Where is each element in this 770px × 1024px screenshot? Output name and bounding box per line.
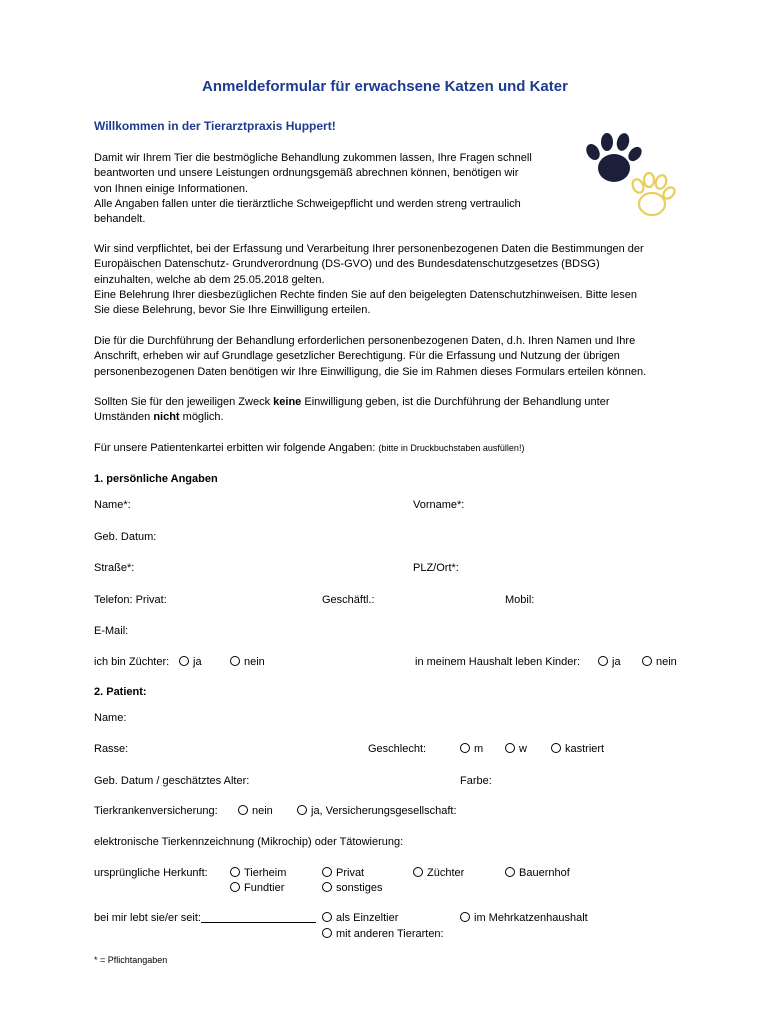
radio-circle-icon [230, 867, 240, 877]
radio-circle-icon [322, 882, 332, 892]
patient-name-label[interactable]: Name: [94, 712, 127, 724]
radio-circle-icon [322, 912, 332, 922]
microchip-label[interactable]: elektronische Tierkennzeichnung (Mikrochip) oder Tätowierung: [94, 836, 404, 848]
color-label[interactable]: Farbe: [460, 775, 492, 787]
radio-circle-icon [322, 928, 332, 938]
origin-found-radio[interactable]: Fundtier [230, 882, 284, 894]
radio-circle-icon [598, 656, 608, 666]
radio-circle-icon [460, 743, 470, 753]
origin-farm-radio[interactable]: Bauernhof [505, 867, 570, 879]
intro-paragraph: Damit wir Ihrem Tier die bestmögliche Behandlung zukommen lassen, Ihre Fragen schnell beantworten und unsere Leistungen ordnungsgemäß abrechnen können, benötigen wir von Ihnen einige Informationen. Alle Angaben fallen unter die tierärztliche Schweigepflicht und werden streng vertraulich behandelt. [94, 152, 532, 226]
privacy-paragraph: Wir sind verpflichtet, bei der Erfassung und Verarbeitung Ihrer personenbezogenen Daten die Bestimmungen der Europäischen Datenschutz- Grundverordnung (DS-GVO) und des Bundesdatenschutzgesetzes (BDSG) einzuhalten, welche ab dem 25.05.2018 gelten. Eine Belehrung Ihrer diesbezüglichen Rechte finden Sie auf den beigelegten Datenschutzhinweisen. Bitte lesen Sie diese Belehrung, bevor Sie Ihre Einwilligung erteilen. [94, 243, 644, 317]
email-label[interactable]: E-Mail: [94, 625, 129, 637]
origin-breeder-radio[interactable]: Züchter [413, 867, 464, 879]
patient-age-label[interactable]: Geb. Datum / geschätztes Alter: [94, 775, 250, 787]
radio-circle-icon [230, 656, 240, 666]
radio-circle-icon [413, 867, 423, 877]
radio-circle-icon [238, 805, 248, 815]
insurance-label: Tierkrankenversicherung: [94, 805, 218, 817]
radio-circle-icon [642, 656, 652, 666]
single-animal-radio[interactable]: als Einzeltier [322, 912, 398, 924]
footnote: * = Pflichtangaben [94, 955, 168, 965]
origin-private-radio[interactable]: Privat [322, 867, 364, 879]
radio-circle-icon [460, 912, 470, 922]
form-title: Anmeldeformular für erwachsene Katzen und Kater [202, 78, 568, 95]
sex-male-radio[interactable]: m [460, 743, 483, 755]
section-personal-heading: 1. persönliche Angaben [94, 473, 218, 485]
owner-name-label[interactable]: Name*: [94, 499, 131, 511]
phone-private-label[interactable]: Telefon: Privat: [94, 594, 167, 606]
request-text: Für unsere Patientenkartei erbitten wir folgende Angaben: (bitte in Druckbuchstaben ausfüllen!) [94, 442, 525, 454]
origin-other-radio[interactable]: sonstiges [322, 882, 382, 894]
origin-label: ursprüngliche Herkunft: [94, 867, 208, 879]
breed-label[interactable]: Rasse: [94, 743, 129, 755]
children-no-radio[interactable]: nein [642, 656, 677, 668]
insurance-no-radio[interactable]: nein [238, 805, 273, 817]
origin-shelter-radio[interactable]: Tierheim [230, 867, 286, 879]
phone-business-label[interactable]: Geschäftl.: [322, 594, 375, 606]
living-since-label[interactable]: bei mir lebt sie/er seit: [94, 912, 316, 924]
sex-female-radio[interactable]: w [505, 743, 527, 755]
multi-cat-radio[interactable]: im Mehrkatzenhaushalt [460, 912, 588, 924]
consent-paragraph: Die für die Durchführung der Behandlung erforderlichen personenbezogenen Daten, d.h. Ihren Namen und Ihre Anschrift, erheben wir auf Grundlage gesetzlicher Berechtigung. Für die Erfassung und Nutzung der übrigen personenbezogenen Daten benötigen wir Ihre Einwilligung, die Sie im Rahmen dieses Formulars erteilen können. [94, 335, 647, 378]
owner-birthdate-label[interactable]: Geb. Datum: [94, 531, 157, 543]
street-label[interactable]: Straße*: [94, 562, 135, 574]
children-yes-radio[interactable]: ja [598, 656, 621, 668]
breeder-label: ich bin Züchter: [94, 656, 170, 668]
radio-circle-icon [230, 882, 240, 892]
paw-prints-icon [578, 128, 688, 228]
radio-circle-icon [505, 743, 515, 753]
radio-circle-icon [179, 656, 189, 666]
no-consent-paragraph: Sollten Sie für den jeweiligen Zweck keine Einwilligung geben, ist die Durchführung der Behandlung unter Umständen nicht möglich. [94, 396, 610, 424]
breeder-yes-radio[interactable]: ja [179, 656, 202, 668]
radio-circle-icon [505, 867, 515, 877]
radio-circle-icon [297, 805, 307, 815]
radio-circle-icon [322, 867, 332, 877]
sex-label: Geschlecht: [368, 743, 427, 755]
zip-city-label[interactable]: PLZ/Ort*: [413, 562, 459, 574]
neutered-radio[interactable]: kastriert [551, 743, 604, 755]
breeder-no-radio[interactable]: nein [230, 656, 265, 668]
phone-mobile-label[interactable]: Mobil: [505, 594, 535, 606]
welcome-heading: Willkommen in der Tierarztpraxis Huppert! [94, 119, 336, 133]
insurance-yes-radio[interactable]: ja, Versicherungsgesellschaft: [297, 805, 457, 817]
living-since-line[interactable] [201, 912, 316, 923]
owner-firstname-label[interactable]: Vorname*: [413, 499, 465, 511]
other-animals-radio[interactable]: mit anderen Tierarten: [322, 928, 444, 940]
section-patient-heading: 2. Patient: [94, 686, 147, 698]
children-label: in meinem Haushalt leben Kinder: [415, 656, 581, 668]
radio-circle-icon [551, 743, 561, 753]
